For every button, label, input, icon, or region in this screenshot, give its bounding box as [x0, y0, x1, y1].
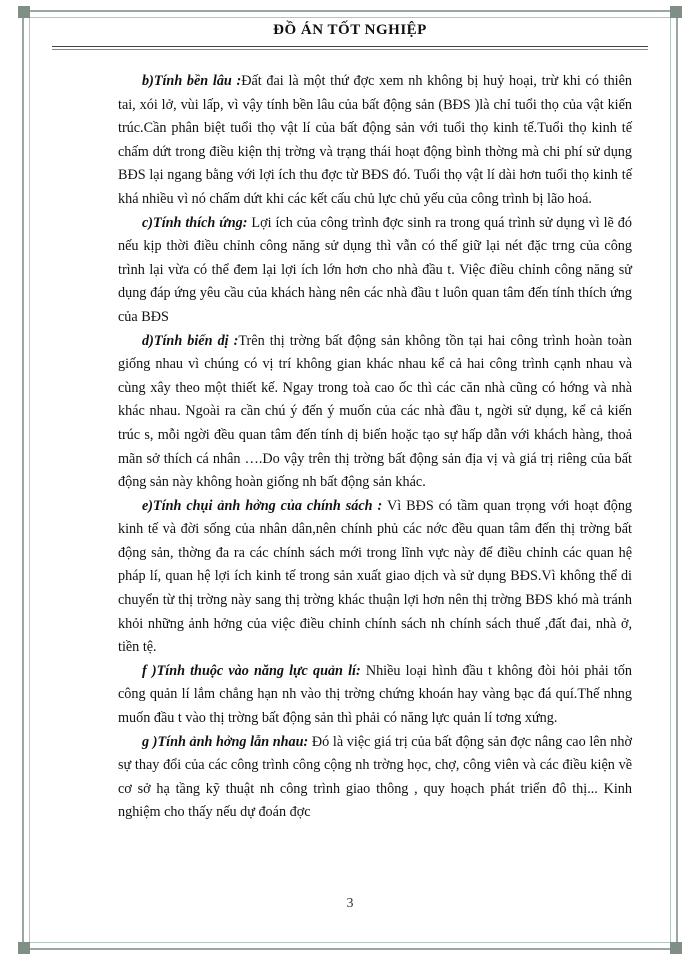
paragraph-heading: d)Tính biến dị :	[142, 332, 239, 349]
paragraph-heading: f )Tính thuộc vào năng lực quản lí:	[142, 662, 361, 679]
border-corner-ornament	[670, 942, 682, 954]
header-divider	[52, 46, 648, 47]
paragraph-text: Trên thị trờng bất động sản không tồn tại hai công trình hoàn toàn giống nhau vì chúng có vị trí không gian khác nhau kể cả hai công trình cạnh nhau và cùng xây theo một thiết kế. Ngay trong toà cao ốc thì các căn nhà cũng có hớng và nhà khác nhau. Ngoài ra cần chú ý đến ý muốn của các nhà đầu t, ngời sử dụng, kể cả kiến trúc s, mỗi ngời đều quan tâm đến tính dị biến hoặc tạo sự hấp dẫn với khách hàng, thoả mãn sở thích cá nhân ….Do vậy trên thị trờng bất động sản địa vị và giá trị riêng của bất động sản này không hoàn giống nh bất động sản khác.	[118, 332, 632, 491]
paragraph-heading: g )Tính ảnh hởng lẫn nhau:	[142, 733, 309, 750]
paragraph	[118, 495, 632, 660]
paragraph	[118, 731, 632, 825]
page-number: 3	[346, 896, 354, 911]
page-header-title: ĐỒ ÁN TỐT NGHIỆP	[273, 22, 427, 38]
border-corner-ornament	[18, 6, 30, 18]
paragraph	[118, 330, 632, 495]
paragraph-text: Đó là việc giá trị của bất động sản đợc nâng cao lên nhờ sự thay đổi của các công trình công cộng nh trờng học, chợ, công viên và các điều kiện về cơ sở hạ tầng kỹ thuật nh công trình giao thông , quy hoạch phát triển đô thị... Kinh nghiệm cho thấy nếu dự đoán đợc	[118, 733, 632, 821]
paragraph-heading: c)Tính thích ứng:	[142, 214, 248, 231]
paragraph-text: Vì BĐS có tầm quan trọng với hoạt động kinh tế và đời sống của nhân dân,nên chính phủ các nớc đều quan tâm đến thị trờng bất động sản, thờng đa ra các chính sách mới trong lĩnh vực này để điều chỉnh các quan hệ pháp lí, quan hệ lợi ích kinh tế trong sản xuất giao dịch và sử dụng BĐS.Vì không thể di chuyển từ thị trờng này sang thị trờng khác thuận lợi hơn nên thị trờng BĐS khó mà tránh khỏi những ảnh hởng của việc điều chỉnh chính sách nh chính sách thuế ,đất đai, nhà ở, tiền tệ.	[118, 497, 633, 656]
header-divider	[52, 49, 648, 50]
paragraph-heading: e)Tính chụi ảnh hởng của chính sách :	[142, 497, 383, 514]
paragraph	[118, 212, 632, 330]
paragraph-text: Đất đai là một thứ đợc xem nh không bị huỷ hoại, trừ khi có thiên tai, xói lở, vùi lấp, vì vậy tính bền lâu của bất động sản (BĐS )là chỉ tuổi thọ của vật kiến trúc.Cần phân biệt tuổi thọ vật lí của bất động sản với tuổi thọ kinh tế.Tuổi thọ kinh tế chấm dứt trong điều kiện thị trờng và trạng thái hoạt động bình thờng mà chi phí sử dụng BĐS lại ngang bằng với lợi ích thu đợc từ BĐS đó. Tuổi thọ vật lí dài hơn tuổi thọ kinh tế khá nhiều vì nó chấm dứt khi các kết cấu chủ lực chủ yếu của công trình bị lão hoá.	[118, 73, 632, 207]
paragraph-text: Nhiều loại hình đầu t không đòi hỏi phải tốn công quản lí lắm chẳng hạn nh vào thị trờng chứng khoán hay vàng bạc đá quí.Thế nhng muốn đầu t vào thị trờng bất động sản thì phải có năng lực quản lí tơng xứng.	[118, 662, 632, 727]
border-corner-ornament	[670, 6, 682, 18]
paragraph-heading: b)Tính bền lâu :	[142, 73, 242, 89]
document-body	[118, 70, 632, 825]
paragraph	[118, 660, 632, 731]
paragraph	[118, 70, 632, 212]
border-corner-ornament	[18, 942, 30, 954]
paragraph-text: Lợi ích của công trình đợc sinh ra trong quá trình sử dụng vì lẽ đó nếu kịp thời điều chỉnh công năng sử dụng thì vẫn có thể giữ lại nét đặc trng của công trình lại vừa có thể đem lại lợi ích lớn hơn cho nhà đầu t. Việc điều chỉnh công năng sử dụng đáp ứng yêu cầu của khách hàng nên các nhà đầu t luôn quan tâm đến tính thích ứng của BĐS	[118, 214, 632, 325]
